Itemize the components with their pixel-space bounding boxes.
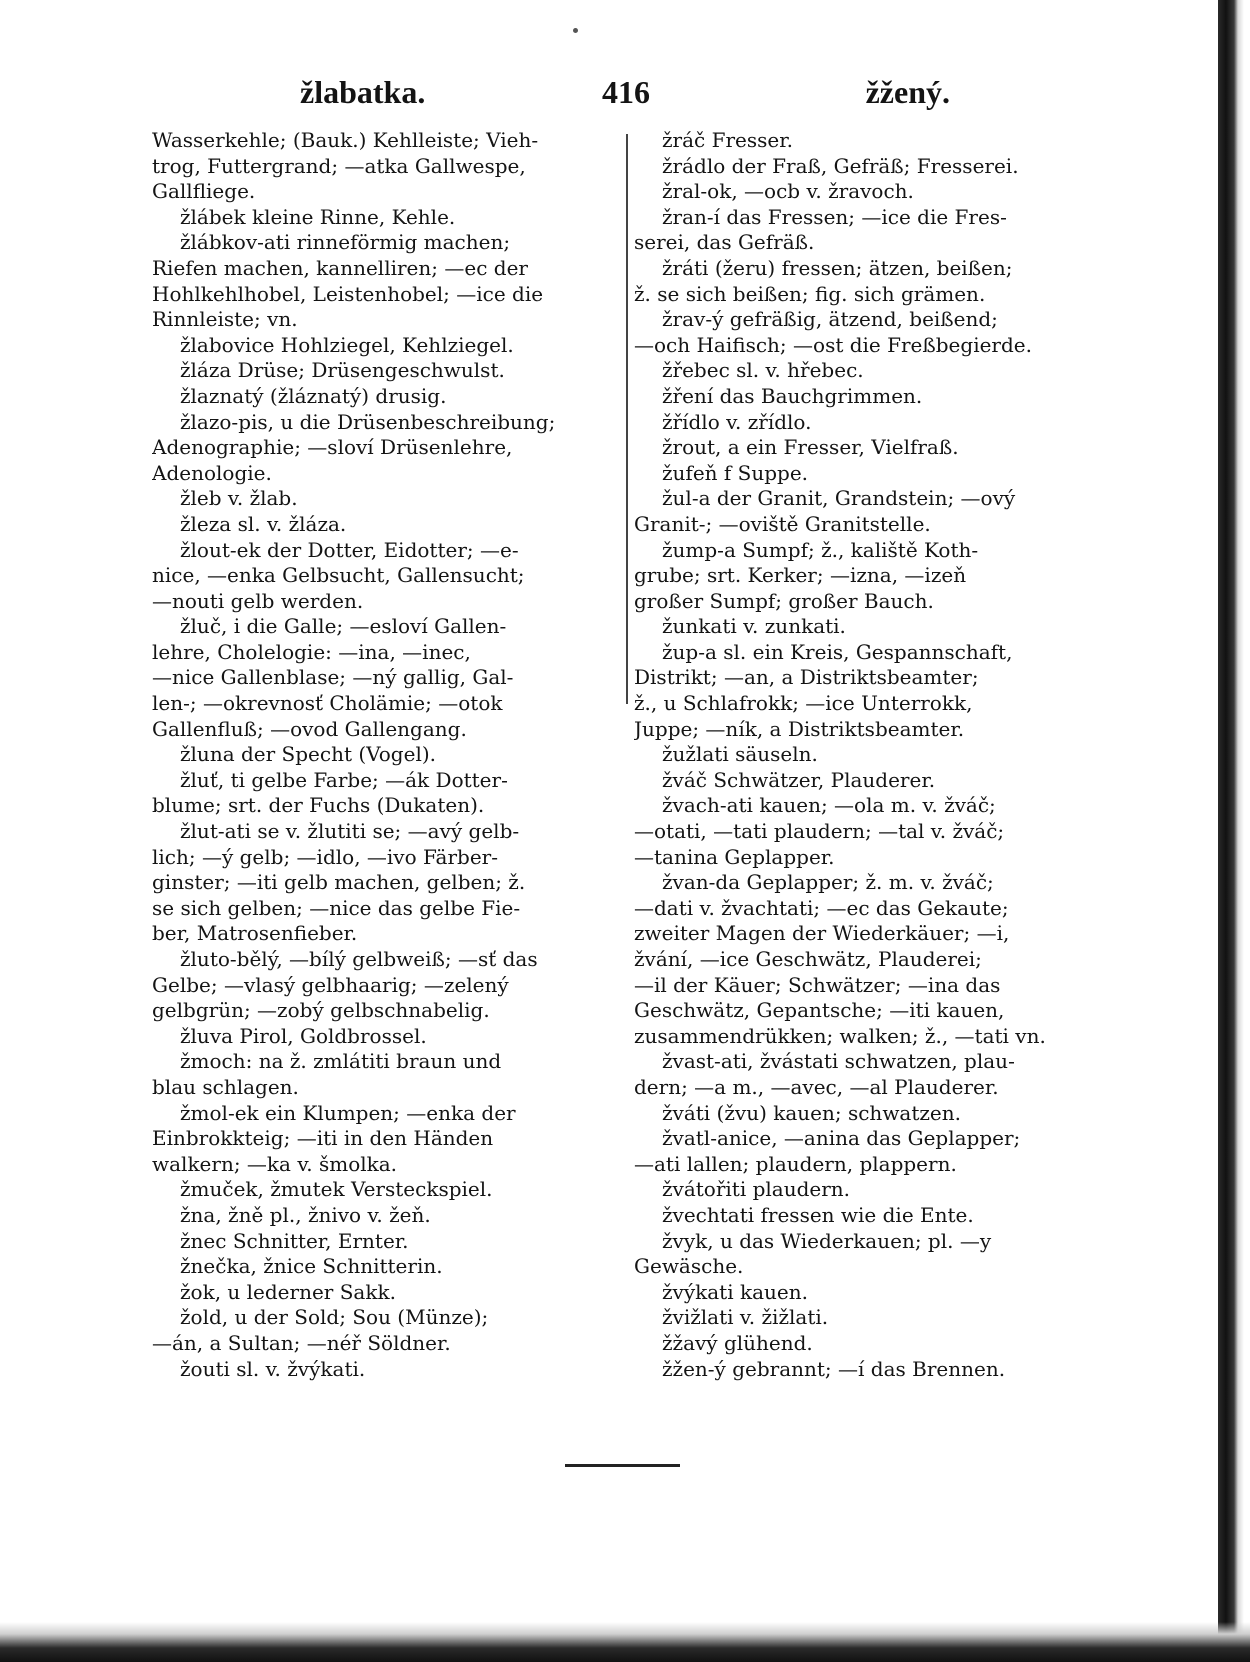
dictionary-line: žold, u der Sold; Sou (Münze); [180, 1305, 489, 1330]
dictionary-line: Geschwätz, Gepantsche; —iti kauen, [634, 998, 1005, 1023]
dictionary-line: žluť, ti gelbe Farbe; —ák Dotter- [180, 767, 508, 792]
left-column [152, 128, 620, 1382]
dictionary-line: žok, u lederner Sakk. [180, 1279, 396, 1304]
dictionary-line: Adenographie; —sloví Drüsenlehre, [152, 435, 513, 460]
right-column [634, 128, 1104, 1382]
dictionary-line: —otati, —tati plaudern; —tal v. žváč; [634, 819, 1005, 844]
dictionary-line: žleb v. žlab. [180, 486, 298, 511]
dictionary-line: ž. se sich beißen; fig. sich grämen. [634, 281, 986, 306]
dictionary-line: žna, žně pl., žnivo v. žeň. [180, 1202, 431, 1227]
dictionary-line: žžen-ý gebrannt; —í das Brennen. [662, 1356, 1006, 1381]
dictionary-line: zweiter Magen der Wiederkäuer; —i, [634, 921, 1010, 946]
dictionary-line: —dati v. žvachtati; —ec das Gekaute; [634, 895, 1009, 920]
dictionary-line: žnec Schnitter, Ernter. [180, 1228, 409, 1253]
dictionary-line: žláza Drüse; Drüsengeschwulst. [180, 358, 505, 383]
dictionary-line: žvyk, u das Wiederkauen; pl. —y [662, 1228, 992, 1253]
dictionary-line: žlout-ek der Dotter, Eidotter; —e- [180, 537, 519, 562]
dictionary-line: Einbrokkteig; —iti in den Händen [152, 1126, 494, 1151]
dictionary-line: lehre, Cholelogie: —ina, —inec, [152, 639, 471, 664]
dictionary-line: Gallenfluß; —ovod Gallengang. [152, 716, 467, 741]
dictionary-line: Granit-; —oviště Granitstelle. [634, 511, 931, 536]
dictionary-line: žžavý glühend. [662, 1330, 813, 1355]
dictionary-line: Rinnleiste; vn. [152, 307, 298, 332]
dictionary-line: žmuček, žmutek Versteckspiel. [180, 1177, 493, 1202]
dictionary-line: žužlati säuseln. [662, 742, 818, 767]
dictionary-line: žvach-ati kauen; —ola m. v. žváč; [662, 793, 996, 818]
dictionary-line: žluna der Specht (Vogel). [180, 742, 436, 767]
dictionary-line: žrádlo der Fraß, Gefräß; Fresserei. [662, 153, 1019, 178]
dictionary-line: Gewäsche. [634, 1254, 744, 1279]
dictionary-line: —il der Käuer; Schwätzer; —ina das [634, 972, 1001, 997]
dictionary-line: žrout, a ein Fresser, Vielfraß. [662, 435, 959, 460]
page-number: 416 [602, 74, 650, 110]
dictionary-line: ber, Matrosenfieber. [152, 921, 358, 946]
dictionary-line: žnečka, žnice Schnitterin. [180, 1254, 443, 1279]
dictionary-line: žran-í das Fressen; —ice die Fres- [662, 204, 1007, 229]
footer-rule [565, 1464, 680, 1467]
dictionary-line: Riefen machen, kannelliren; —ec der [152, 255, 528, 280]
dictionary-line: žráti (žeru) fressen; ätzen, beißen; [662, 255, 1013, 280]
dictionary-line: žluč, i die Galle; —esloví Gallen- [180, 614, 507, 639]
dictionary-line: Hohlkehlhobel, Leistenhobel; —ice die [152, 281, 544, 306]
scan-edge-bottom [0, 1622, 1250, 1662]
dictionary-line: žření das Bauchgrimmen. [662, 383, 923, 408]
dictionary-line: žvání, —ice Geschwätz, Plauderei; [634, 947, 982, 971]
dictionary-line: trog, Futtergrand; —atka Gallwespe, [152, 153, 526, 178]
dictionary-line: žluto-bělý, —bílý gelbweiß; —sť das [180, 947, 538, 971]
dictionary-line: žmol-ek ein Klumpen; —enka der [180, 1100, 516, 1125]
dictionary-line: se sich gelben; —nice das gelbe Fie- [152, 895, 521, 920]
dictionary-line: ginster; —iti gelb machen, gelben; ž. [152, 870, 526, 895]
dictionary-line: gelbgrün; —zobý gelbschnabelig. [152, 998, 490, 1023]
dictionary-line: žráč Fresser. [662, 128, 793, 152]
dictionary-line: žváč Schwätzer, Plauderer. [662, 767, 936, 792]
dictionary-line: žlabovice Hohlziegel, Kehlziegel. [180, 332, 514, 357]
scan-edge-right [1204, 0, 1250, 1662]
dictionary-line: —án, a Sultan; —néř Söldner. [152, 1330, 451, 1355]
scan-speck [573, 28, 578, 33]
running-header [300, 74, 950, 118]
dictionary-line: žváti (žvu) kauen; schwatzen. [662, 1100, 962, 1125]
dictionary-line: žvýkati kauen. [662, 1279, 808, 1304]
dictionary-line: žlut-ati se v. žlutiti se; —avý gelb- [180, 819, 520, 844]
dictionary-line: Juppe; —ník, a Distriktsbeamter. [634, 716, 965, 741]
dictionary-line: žvast-ati, žvástati schwatzen, plau- [662, 1049, 1015, 1074]
header-first-entry: žlabatka. [300, 74, 426, 110]
dictionary-line: žvižlati v. žižlati. [662, 1305, 829, 1330]
dictionary-line: zusammendrükken; walken; ž., —tati vn. [634, 1023, 1046, 1048]
dictionary-line: blau schlagen. [152, 1074, 299, 1099]
dictionary-line: —ati lallen; plaudern, plappern. [634, 1151, 957, 1176]
dictionary-line: žleza sl. v. žláza. [180, 511, 347, 536]
dictionary-line: Adenologie. [152, 460, 272, 485]
dictionary-line: žlábkov-ati rinneförmig machen; [180, 230, 511, 255]
dictionary-line: žump-a Sumpf; ž., kaliště Koth- [662, 537, 979, 562]
dictionary-line: žvan-da Geplapper; ž. m. v. žváč; [662, 870, 994, 895]
dictionary-line: serei, das Gefräß. [634, 230, 815, 255]
dictionary-line: Distrikt; —an, a Distriktsbeamter; [634, 665, 979, 690]
dictionary-line: žul-a der Granit, Grandstein; —ový [662, 486, 1016, 511]
dictionary-line: žlábek kleine Rinne, Kehle. [180, 204, 456, 229]
dictionary-line: len-; —okrevnosť Cholämie; —otok [152, 691, 503, 716]
dictionary-line: Wasserkehle; (Bauk.) Kehlleiste; Vieh- [152, 128, 539, 152]
dictionary-line: žluva Pirol, Goldbrossel. [180, 1023, 427, 1048]
dictionary-line: —och Haifisch; —ost die Freßbegierde. [634, 332, 1032, 357]
dictionary-line: Gelbe; —vlasý gelbhaarig; —zelený [152, 972, 509, 997]
dictionary-line: —tanina Geplapper. [634, 844, 835, 869]
dictionary-line: žufeň f Suppe. [662, 460, 809, 485]
dictionary-line: žral-ok, —ocb v. žravoch. [662, 179, 914, 204]
dictionary-line: lich; —ý gelb; —idlo, —ivo Färber- [152, 844, 498, 869]
header-last-entry: žžený. [865, 74, 950, 110]
dictionary-line: žvatl-anice, —anina das Geplapper; [662, 1126, 1021, 1151]
dictionary-line: žřídlo v. zřídlo. [662, 409, 812, 434]
dictionary-line: walkern; —ka v. šmolka. [152, 1151, 398, 1176]
dictionary-line: Gallfliege. [152, 179, 256, 204]
dictionary-line: žlazo-pis, u die Drüsenbeschreibung; [180, 409, 556, 434]
dictionary-line: žřebec sl. v. hřebec. [662, 358, 864, 383]
column-divider [626, 134, 628, 704]
dictionary-line: žvechtati fressen wie die Ente. [662, 1202, 974, 1227]
dictionary-line: žmoch: na ž. zmlátiti braun und [180, 1049, 502, 1074]
dictionary-line: nice, —enka Gelbsucht, Gallensucht; [152, 563, 525, 588]
dictionary-line: žvátořiti plaudern. [662, 1177, 851, 1202]
dictionary-line: ž., u Schlafrokk; —ice Unterrokk, [634, 691, 973, 716]
dictionary-line: dern; —a m., —avec, —al Plauderer. [634, 1074, 999, 1099]
dictionary-line: žouti sl. v. žvýkati. [180, 1356, 366, 1381]
dictionary-line: grube; srt. Kerker; —izna, —izeň [634, 563, 967, 588]
dictionary-line: großer Sumpf; großer Bauch. [634, 588, 934, 613]
dictionary-line: žup-a sl. ein Kreis, Gespannschaft, [662, 639, 1013, 664]
dictionary-line: blume; srt. der Fuchs (Dukaten). [152, 793, 485, 818]
dictionary-line: žlaznatý (žláznatý) drusig. [180, 383, 447, 408]
dictionary-line: žunkati v. zunkati. [662, 614, 846, 639]
dictionary-line: —nice Gallenblase; —ný gallig, Gal- [152, 665, 514, 690]
dictionary-line: žrav-ý gefräßig, ätzend, beißend; [662, 307, 998, 332]
dictionary-line: —nouti gelb werden. [152, 588, 364, 613]
